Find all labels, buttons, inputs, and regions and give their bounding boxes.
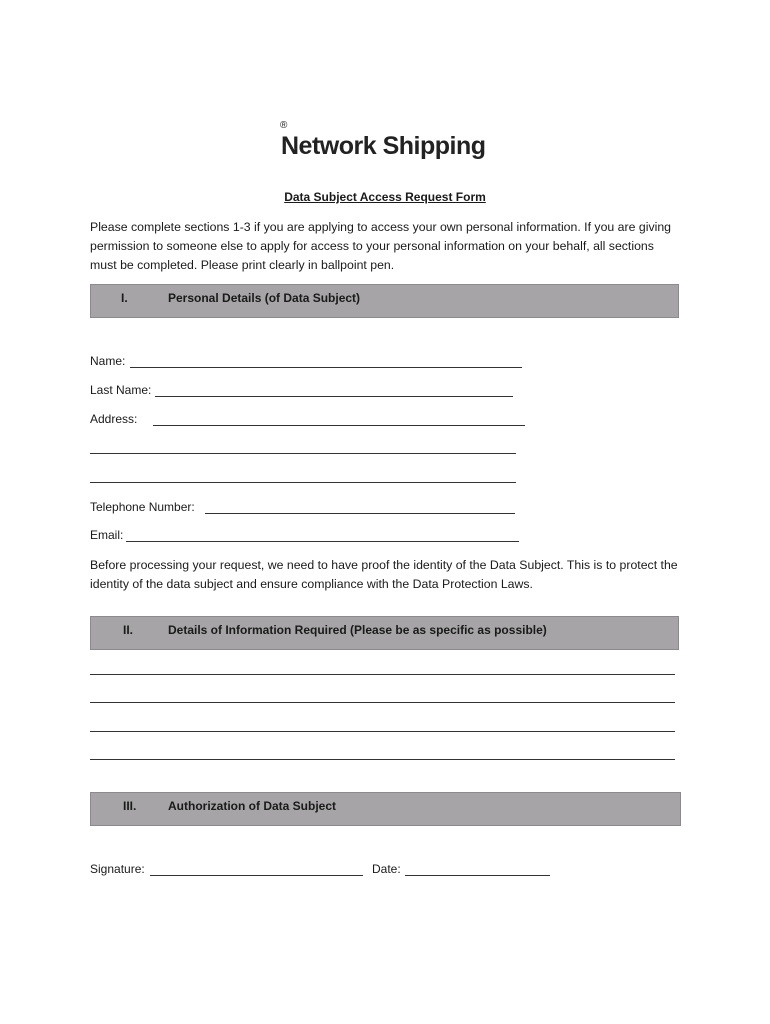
email-field-label: Email: (90, 528, 124, 542)
address-input-line-3[interactable] (90, 482, 516, 483)
information-input-line-4[interactable] (90, 759, 675, 760)
information-input-line-1[interactable] (90, 674, 675, 675)
name-field-label: Name: (90, 354, 126, 368)
last-name-field-label: Last Name: (90, 383, 152, 397)
identity-proof-paragraph: Before processing your request, we need to have proof the identity of the Data Subject. This is to protect the identity of the data subject and ensure compliance with the Data Protection Laws. (90, 558, 678, 591)
company-logo: Network Shipping (281, 132, 486, 160)
section-number: I. (121, 291, 128, 305)
section-header-personal-details (90, 284, 679, 318)
last-name-input-line[interactable] (155, 396, 513, 397)
section-number: III. (123, 799, 137, 813)
telephone-field-label: Telephone Number: (90, 500, 195, 514)
signature-field-label: Signature: (90, 862, 145, 876)
information-input-line-2[interactable] (90, 702, 675, 703)
form-title: Data Subject Access Request Form (284, 190, 486, 204)
date-field-label: Date: (372, 862, 401, 876)
section-header-information-required (90, 616, 679, 650)
registered-mark: ® (280, 120, 288, 131)
intro-paragraph: Please complete sections 1-3 if you are applying to access your own personal information. If you are giving permission to someone else to apply for access to your personal information on your behalf, all sections must be completed. Please print clearly in ballpoint pen. (90, 220, 671, 272)
address-input-line-2[interactable] (90, 453, 516, 454)
telephone-input-line[interactable] (205, 513, 515, 514)
section-title: Personal Details (of Data Subject) (168, 291, 361, 305)
section-header-authorization (90, 792, 681, 826)
date-input-line[interactable] (405, 875, 550, 876)
signature-input-line[interactable] (150, 875, 363, 876)
section-number: II. (123, 623, 134, 637)
name-input-line[interactable] (130, 367, 522, 368)
address-input-line-1[interactable] (153, 425, 525, 426)
email-input-line[interactable] (126, 541, 519, 542)
section-title: Details of Information Required (Please be as specific as possible) (168, 623, 547, 637)
information-input-line-3[interactable] (90, 731, 675, 732)
address-field-label: Address: (90, 412, 138, 426)
section-title: Authorization of Data Subject (168, 799, 336, 813)
